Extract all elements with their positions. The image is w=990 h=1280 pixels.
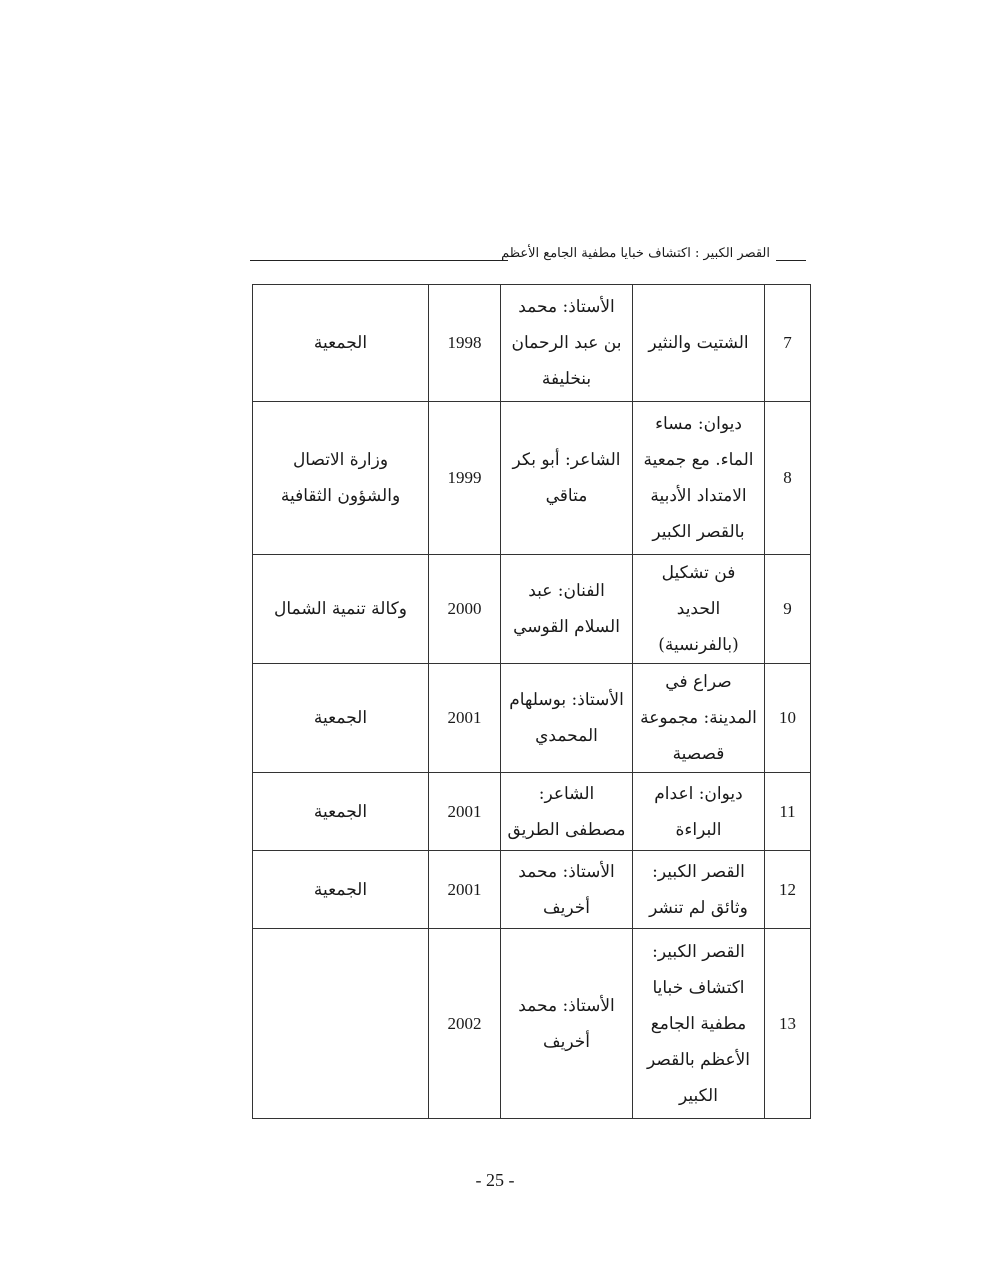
publisher: وكالة تنمية الشمال <box>253 555 429 664</box>
row-number: 13 <box>765 929 811 1119</box>
book-title: القصر الكبير: وثائق لم تنشر <box>633 851 765 929</box>
publisher: الجمعية <box>253 285 429 402</box>
publication-year: 1999 <box>429 402 501 555</box>
table-row <box>253 664 811 773</box>
publisher: الجمعية <box>253 664 429 773</box>
book-title: فن تشكيل الحديد (بالفرنسية) <box>633 555 765 664</box>
book-author: الفنان: عبد السلام القوسي <box>501 555 633 664</box>
publication-year: 2001 <box>429 851 501 929</box>
book-title: ديوان: مساء الماء. مع جمعية الامتداد الأدبية بالقصر الكبير <box>633 402 765 555</box>
publisher <box>253 929 429 1119</box>
book-title: الشتيت والنثير <box>633 285 765 402</box>
publisher: الجمعية <box>253 851 429 929</box>
running-header <box>250 246 806 266</box>
book-author: الأستاذ: بوسلهام المحمدي <box>501 664 633 773</box>
table-row <box>253 285 811 402</box>
table-row <box>253 555 811 664</box>
publication-year: 2001 <box>429 664 501 773</box>
publications-table <box>252 284 811 1119</box>
row-number: 11 <box>765 773 811 851</box>
book-title: القصر الكبير: اكتشاف خبايا مطفية الجامع الأعظم بالقصر الكبير <box>633 929 765 1119</box>
row-number: 8 <box>765 402 811 555</box>
book-title: ديوان: اعدام البراءة <box>633 773 765 851</box>
book-author: الأستاذ: محمد بن عبد الرحمان بنخليفة <box>501 285 633 402</box>
header-rule-right <box>776 260 806 261</box>
publication-year: 2000 <box>429 555 501 664</box>
row-number: 7 <box>765 285 811 402</box>
running-title: القصر الكبير : اكتشاف خبايا مطفية الجامع الأعظم <box>501 246 770 261</box>
book-author: الأستاذ: محمد أخريف <box>501 929 633 1119</box>
row-number: 9 <box>765 555 811 664</box>
book-author: الأستاذ: محمد أخريف <box>501 851 633 929</box>
table-row <box>253 851 811 929</box>
table-row <box>253 402 811 555</box>
page-number: - 25 - <box>475 1170 515 1190</box>
table-row <box>253 929 811 1119</box>
header-rule-left <box>250 260 508 261</box>
row-number: 10 <box>765 664 811 773</box>
publication-year: 2001 <box>429 773 501 851</box>
book-author: الشاعر: أبو بكر متاقي <box>501 402 633 555</box>
table-row <box>253 773 811 851</box>
book-title: صراع في المدينة: مجموعة قصصية <box>633 664 765 773</box>
publisher: الجمعية <box>253 773 429 851</box>
publication-year: 1998 <box>429 285 501 402</box>
publisher: وزارة الاتصال والشؤون الثقافية <box>253 402 429 555</box>
book-author: الشاعر: مصطفى الطريق <box>501 773 633 851</box>
row-number: 12 <box>765 851 811 929</box>
publication-year: 2002 <box>429 929 501 1119</box>
